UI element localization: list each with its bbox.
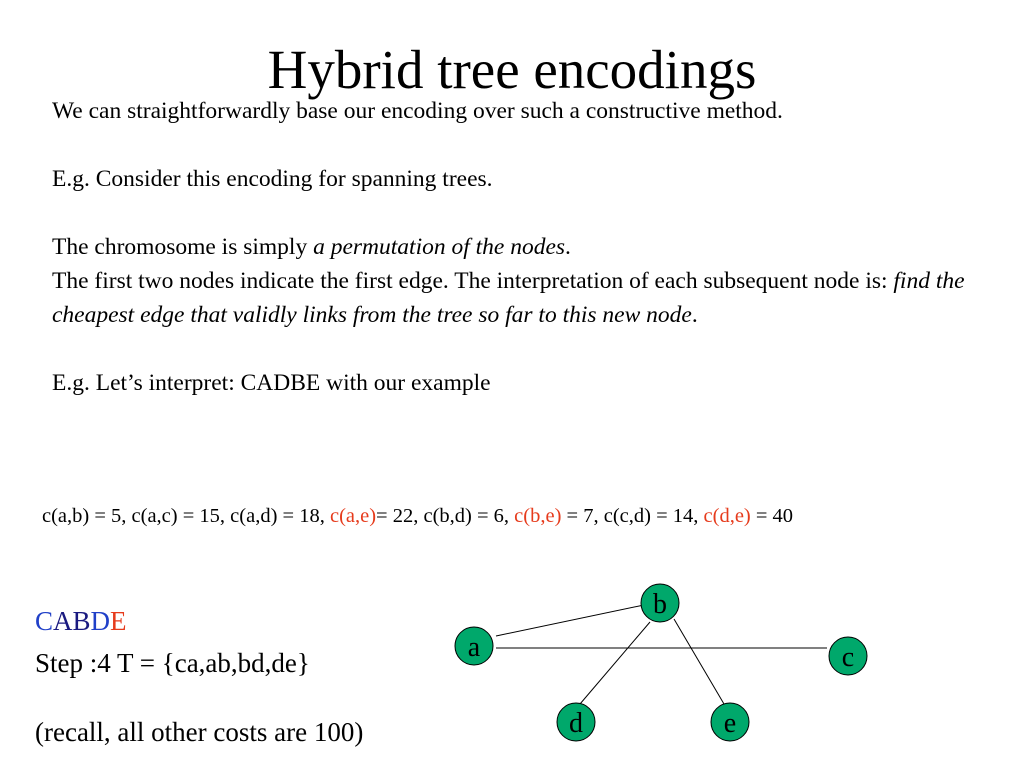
node-c — [829, 637, 867, 675]
paragraph-spanning-trees: E.g. Consider this encoding for spanning trees. — [52, 166, 493, 192]
chromosome-suffix: . — [565, 234, 571, 260]
slide-title: Hybrid tree encodings — [267, 39, 757, 100]
node-b — [641, 584, 679, 622]
node-e — [711, 703, 749, 741]
node-a — [455, 627, 493, 665]
sequence-ab: AB — [53, 606, 91, 636]
cost-de-label: c(d,e) — [703, 505, 751, 527]
interpretation-suffix: . — [691, 302, 698, 328]
node-d — [557, 703, 595, 741]
paragraph-constructive-method: We can straightforwardly base our encoding over such a constructive method. — [52, 98, 783, 124]
chromosome-italic: a permutation of the nodes — [313, 234, 566, 260]
chromosome-prefix: The chromosome is simply — [52, 234, 314, 260]
recall-note: (recall, all other costs are 100) — [35, 717, 364, 747]
node-e-label: e — [723, 708, 737, 739]
node-b-label: b — [653, 589, 667, 620]
cost-part-1: c(a,b) = 5, c(a,c) = 15, c(a,d) = 18, — [42, 505, 330, 527]
edge-a-b — [496, 605, 644, 636]
sequence-c: C — [35, 606, 54, 636]
sequence-d: D — [90, 606, 111, 636]
sequence-e: E — [110, 606, 127, 636]
interpretation-prefix: The first two nodes indicate the first edge. The interpretation of each subsequent node is: — [52, 268, 894, 294]
interpretation-italic: find the cheapest edge that validly links from the tree so far to this new node — [52, 268, 965, 328]
step-text: Step :4 T = {ca,ab,bd,de} — [35, 648, 310, 678]
node-d-label: d — [569, 708, 583, 739]
node-a-label: a — [467, 632, 481, 663]
edge-b-d — [580, 622, 650, 704]
cost-part-3: = 22, c(b,d) = 6, — [376, 505, 515, 527]
cost-be-label: c(b,e) — [514, 505, 562, 527]
cost-part-5: = 7, c(c,d) = 14, — [561, 505, 704, 527]
cost-part-7: = 40 — [750, 505, 794, 527]
paragraph-example: E.g. Let’s interpret: CADBE with our example — [52, 370, 491, 396]
cost-ae-label: c(a,e) — [329, 505, 377, 527]
node-c-label: c — [841, 642, 855, 673]
edge-b-e — [674, 619, 724, 704]
